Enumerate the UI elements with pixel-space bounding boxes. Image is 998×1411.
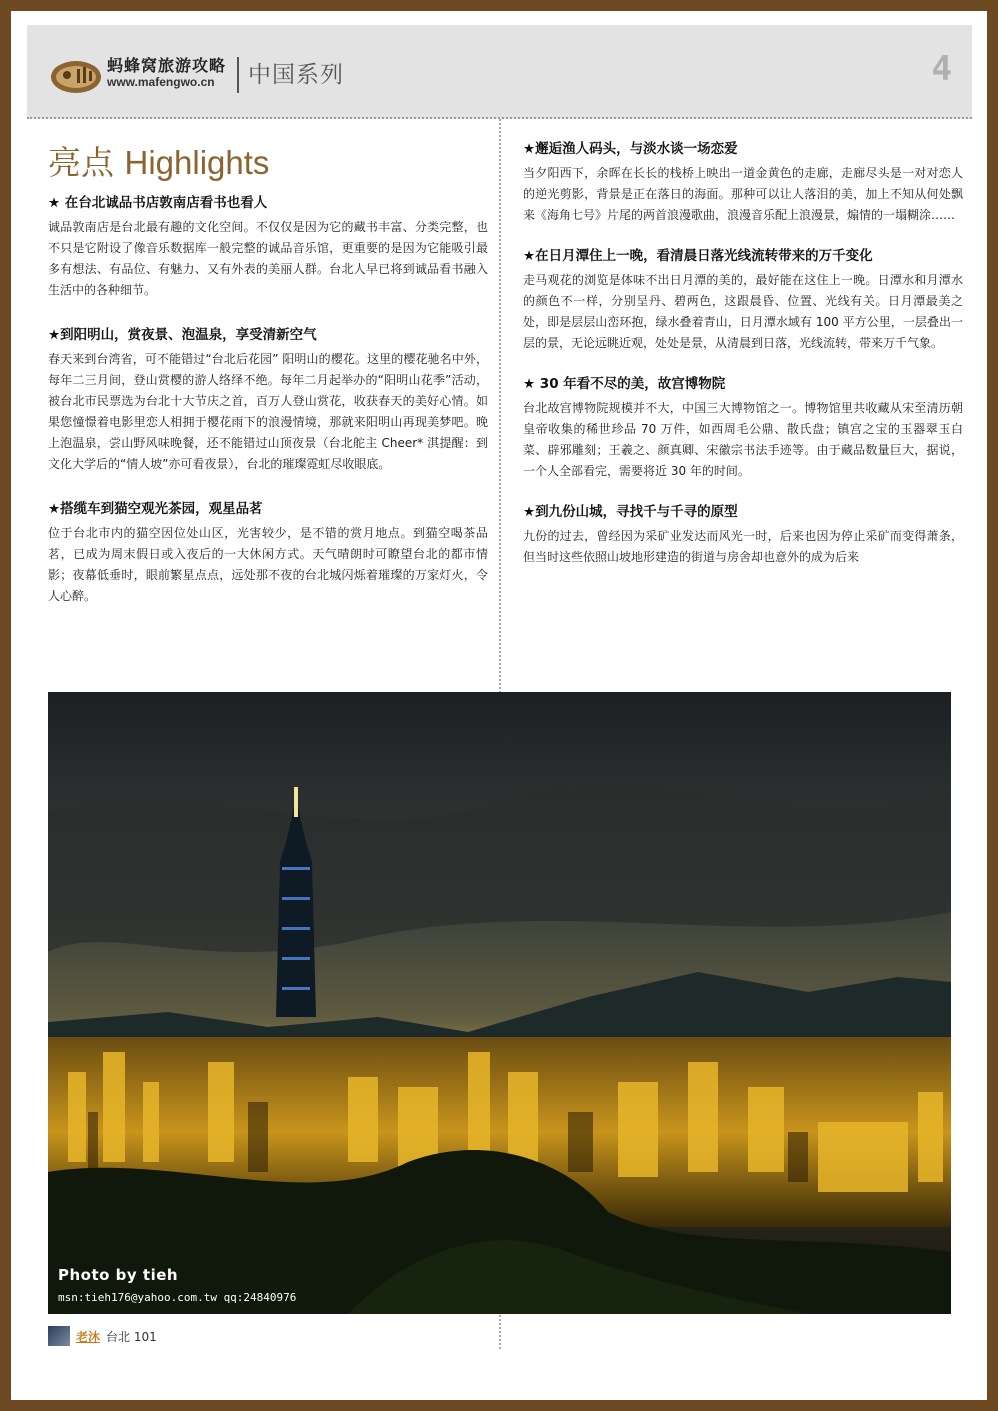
brand-name: 蚂蜂窝旅游攻略 [107, 56, 227, 75]
caption-text: 台北 101 [106, 1329, 157, 1344]
right-column [523, 139, 963, 588]
header-divider [237, 57, 239, 93]
left-column [48, 129, 488, 631]
taipei-night-photo [48, 692, 951, 1314]
series-title: 中国系列 [248, 62, 344, 88]
section-title [48, 143, 488, 183]
highlight-body: 台北故宫博物院规模并不大，中国三大博物馆之一。博物馆里共收藏从宋至清历朝皇帝收集的稀世珍品 70 万件，如西周毛公鼎、散氏盘；镇宫之宝的玉器翠玉白菜、辟邪雕刻；王羲之、颜真卿、宋徽宗书法手迹等。由于藏品数量巨大，据说，一个人全部看完，需要将近 30 年的时间。 [523, 401, 963, 478]
author-avatar [48, 1326, 70, 1346]
highlight-body: 位于台北市内的猫空因位处山区，光害较少，是不错的赏月地点。到猫空喝茶品茗，已成为周末假日或入夜后的一大休闲方式。天气晴朗时可瞭望台北的都市情影；夜幕低垂时，眼前繁星点点，远处那不夜的台北城闪烁着璀璨的万家灯火，令人心醉。 [48, 526, 488, 603]
highlight-body: 九份的过去，曾经因为采矿业发达而风光一时，后来也因为停止采矿而变得萧条，但当时这些依照山坡地形建造的街道与房舍却也意外的成为后来 [523, 529, 963, 564]
photo-caption [48, 1325, 157, 1347]
page [11, 11, 987, 1400]
page-number: 4 [931, 49, 952, 89]
highlight-title: ★邂逅渔人码头，与淡水谈一场恋爱 [523, 141, 738, 157]
author-link[interactable]: 老沐 [76, 1329, 101, 1344]
highlight-title: ★ 在台北诚品书店敦南店看书也看人 [48, 195, 268, 211]
highlight-title: ★搭缆车到猫空观光茶园，观星品茗 [48, 501, 263, 517]
highlight-title: ★在日月潭住上一晚，看清晨日落光线流转带来的万千变化 [523, 248, 873, 264]
section-title-en: Highlights [124, 144, 270, 181]
brand-url[interactable]: www.mafengwo.cn [107, 75, 215, 89]
highlight-title: ★ 30 年看不尽的美，故宫博物院 [523, 376, 726, 392]
highlight-body: 当夕阳西下，余晖在长长的栈桥上映出一道金黄色的走廊，走廊尽头是一对对恋人的逆光剪影，背景是正在落日的海面。那种可以让人落泪的美，加上不知从何处飘来《海角七号》片尾的两首浪漫歌曲，浪漫音乐配上浪漫景，煽情的一塌糊涂…… [523, 166, 963, 222]
highlight-body: 诚品敦南店是台北最有趣的文化空间。不仅仅是因为它的藏书丰富、分类完整，也不只是它附设了像音乐数据库一般完整的诚品音乐馆，更重要的是因为它能吸引最多有想法、有品位、有魅力、又有外表的美丽人群。台北人早已将到诚品看书融入生活中的各种细节。 [48, 220, 488, 297]
highlight-body: 春天来到台湾省，可不能错过“台北后花园” 阳明山的樱花。这里的樱花驰名中外，每年二三月间，登山赏樱的游人络绎不绝。每年二月起举办的“阳明山花季”活动，被台北市民票选为台北十大节庆之首，百万人登山赏花，收获春天的美好心情。如果您憧憬着电影里恋人相拥于樱花雨下的浪漫情境，那就来阳明山再现美梦吧。晚上泡温泉，尝山野风味晚餐，还不能错过山顶夜景（台北舵主 Cheer* 淇提醒：到文化大学后的“情人坡”亦可看夜景），台北的璀璨霓虹尽收眼底。 [48, 352, 488, 471]
page-header [27, 25, 972, 119]
highlight-title: ★到阳明山，赏夜景、泡温泉，享受清新空气 [48, 327, 317, 343]
photo-contact: msn:tieh176@yahoo.com.tw qq:24840976 [58, 1291, 297, 1304]
highlight-title: ★到九份山城，寻找千与千寻的原型 [523, 504, 738, 520]
highlight-body: 走马观花的浏览是体味不出日月潭的美的，最好能在这住上一晚。日潭水和月潭水的颜色不一样，分别呈丹、碧两色，这跟晨昏、位置、光线有关。日月潭最美之处，即是层层山峦环抱，绿水叠着青山，日月潭水域有 100 平方公里，一层叠出一层的景，无论远眺近观，处处是景，从清晨到日落，光线流转，带来万千气象。 [523, 273, 963, 350]
photo-credit: Photo by tieh [58, 1266, 179, 1284]
mafengwo-logo-icon [49, 55, 103, 95]
section-title-cn: 亮点 [48, 143, 114, 182]
cityscape-image [48, 692, 951, 1314]
